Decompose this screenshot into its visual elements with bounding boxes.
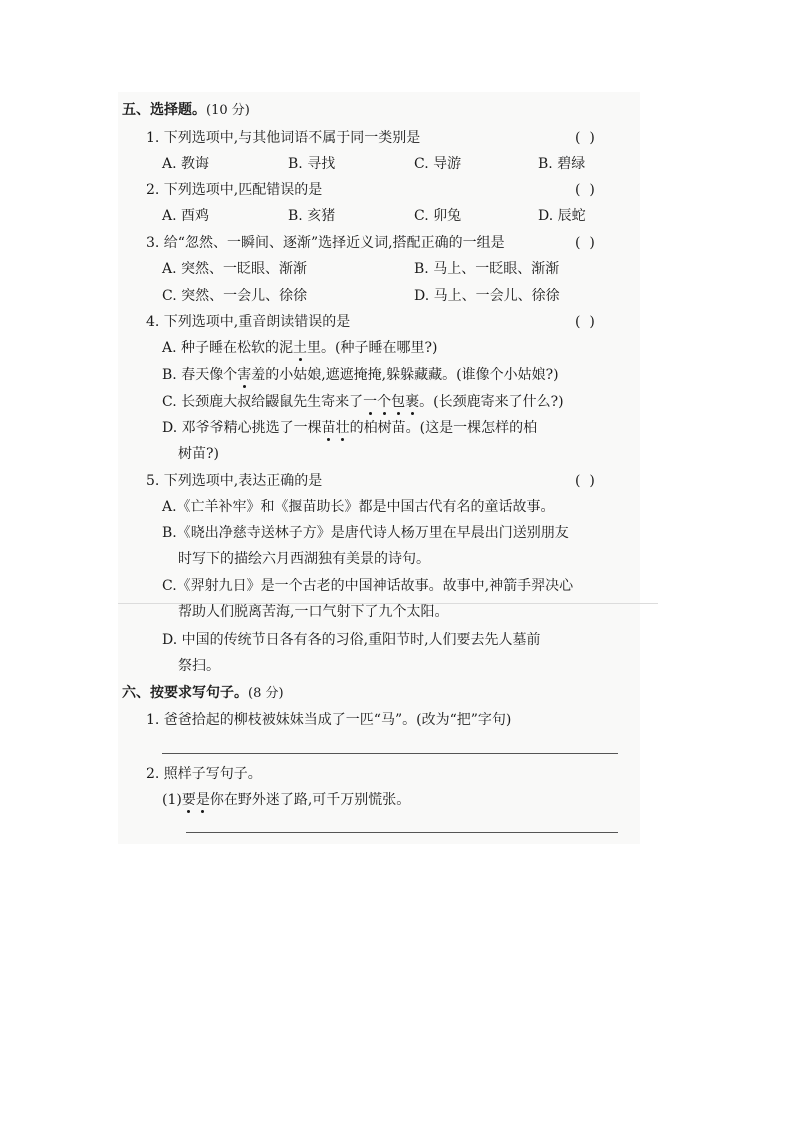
q5-option-b-continued: 时写下的描绘六月西湖独有美景的诗句。 <box>178 551 430 567</box>
answer-paren-1[interactable]: ( ) <box>575 130 595 146</box>
option-a[interactable]: A. 教诲 <box>162 156 210 172</box>
q5-option-d[interactable]: D. 中国的传统节日各有各的习俗,重阳节时,人们要去先人墓前 <box>162 632 541 648</box>
emphasized-char: 要 <box>181 792 196 808</box>
stressed-char: 害 <box>237 367 252 383</box>
question-2-stem: 2. 下列选项中,匹配错误的是 <box>146 182 323 198</box>
q4-option-c[interactable] <box>162 392 564 412</box>
question-1-stem: 1. 下列选项中,与其他词语不属于同一类别是 <box>146 130 421 146</box>
sentence-task-1: 1. 爸爸拾起的柳枝被妹妹当成了一匹“马”。(改为“把”字句) <box>146 712 512 728</box>
option-text: 里。(种子睡在哪里?) <box>307 340 438 356</box>
stressed-char: 裹 <box>405 394 420 410</box>
option-b[interactable]: B. 寻找 <box>288 156 336 172</box>
sentence-task-2: 2. 照样子写句子。 <box>146 766 262 782</box>
q5-option-c-continued: 帮助人们脱离苦海,一口气射下了九个太阳。 <box>178 604 449 620</box>
example-text: (1) <box>162 792 182 808</box>
answer-paren-5[interactable]: ( ) <box>575 473 595 489</box>
option-text: D. 邓爷爷精心挑选了一棵 <box>162 420 322 436</box>
option-b[interactable]: B. 马上、一眨眼、渐渐 <box>414 261 560 277</box>
section-title-text: 六、按要求写句子。 <box>122 685 248 701</box>
question-4-stem: 4. 下列选项中,重音朗读错误的是 <box>146 314 351 330</box>
sentence-task-2-example <box>162 790 410 810</box>
q4-option-a[interactable] <box>162 338 437 358</box>
option-b[interactable]: B. 亥猪 <box>288 208 336 224</box>
stressed-char: 土 <box>293 340 308 356</box>
section-5-title <box>122 100 250 121</box>
answer-paren-2[interactable]: ( ) <box>575 182 595 198</box>
option-c[interactable]: C. 突然、一会儿、徐徐 <box>162 288 308 304</box>
option-text: B. 春天像个 <box>162 367 238 383</box>
question-5-stem: 5. 下列选项中,表达正确的是 <box>146 473 323 489</box>
option-a[interactable]: A. 突然、一眨眼、渐渐 <box>162 261 308 277</box>
option-text: 羞的小姑娘,遮遮掩掩,躲躲藏藏。(谁像个小姑娘?) <box>251 367 559 383</box>
section-score: (10 分) <box>206 103 250 118</box>
question-3-stem: 3. 给“忽然、一瞬间、逐渐”选择近义词,搭配正确的一组是 <box>146 235 505 251</box>
option-d[interactable]: B. 碧绿 <box>538 156 586 172</box>
option-c[interactable]: C. 导游 <box>414 156 462 172</box>
option-d[interactable]: D. 辰蛇 <box>538 208 586 224</box>
stressed-char: 一 <box>363 394 378 410</box>
stressed-char: 个 <box>377 394 392 410</box>
example-text: 你在野外迷了路,可千万别慌张。 <box>209 792 411 808</box>
option-a[interactable]: A. 酉鸡 <box>162 208 210 224</box>
section-6-title <box>122 683 284 704</box>
q4-option-d-continued: 树苗?) <box>178 446 219 462</box>
section-title-text: 五、选择题。 <box>122 102 206 118</box>
q5-option-d-continued: 祭扫。 <box>178 658 220 674</box>
stressed-char: 包 <box>391 394 406 410</box>
answer-line-2[interactable] <box>186 832 618 833</box>
option-d[interactable]: D. 马上、一会儿、徐徐 <box>414 288 560 304</box>
option-text: 。(长颈鹿寄来了什么?) <box>419 394 564 410</box>
option-c[interactable]: C. 卯兔 <box>414 208 462 224</box>
stressed-char: 苗 <box>321 420 336 436</box>
q4-option-d[interactable] <box>162 418 537 438</box>
answer-paren-3[interactable]: ( ) <box>575 235 595 251</box>
stressed-char: 壮 <box>335 420 350 436</box>
q4-option-b[interactable] <box>162 365 559 385</box>
scanned-area <box>118 92 640 844</box>
answer-paren-4[interactable]: ( ) <box>575 314 595 330</box>
option-text: A. 种子睡在松软的泥 <box>162 340 294 356</box>
option-text: 的柏树苗。(这是一棵怎样的柏 <box>349 420 538 436</box>
answer-line-1[interactable] <box>162 753 618 754</box>
q5-option-c[interactable]: C.《羿射九日》是一个古老的中国神话故事。故事中,神箭手羿决心 <box>162 578 574 594</box>
option-text: C. 长颈鹿大叔给鼹鼠先生寄来了 <box>162 394 364 410</box>
emphasized-char: 是 <box>195 792 210 808</box>
q5-option-a[interactable]: A.《亡羊补牢》和《揠苗助长》都是中国古代有名的童话故事。 <box>162 499 555 515</box>
q5-option-b[interactable]: B.《晓出净慈寺送林子方》是唐代诗人杨万里在早晨出门送别朋友 <box>162 525 569 541</box>
section-score: (8 分) <box>248 686 284 701</box>
